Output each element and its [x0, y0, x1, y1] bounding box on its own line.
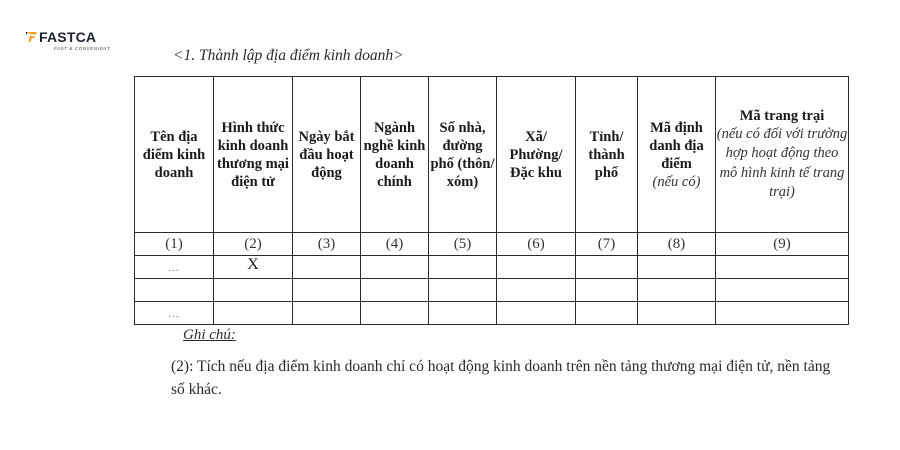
- col-number: (4): [361, 233, 429, 256]
- table-row: [135, 302, 849, 325]
- logo-brand: FASTCA: [39, 29, 97, 45]
- header-nganh-nghe: Ngành nghề kinh doanh chính: [361, 77, 429, 233]
- table-cell: [293, 302, 361, 325]
- col-number: (9): [716, 233, 849, 256]
- table-cell: [716, 256, 849, 279]
- table-cell: [497, 256, 576, 279]
- table-cell: [638, 279, 716, 302]
- column-number-row: [135, 233, 849, 256]
- table-cell: [576, 302, 638, 325]
- table-cell: [293, 279, 361, 302]
- table-cell: [429, 279, 497, 302]
- col-number: (3): [293, 233, 361, 256]
- col-number: (1): [135, 233, 214, 256]
- section-title: <1. Thành lập địa điểm kinh doanh>: [173, 47, 404, 64]
- table-cell: [214, 256, 293, 279]
- col-number: (2): [214, 233, 293, 256]
- table-cell: [361, 279, 429, 302]
- table-cell: [638, 256, 716, 279]
- table-cell: ...: [135, 302, 214, 325]
- fastca-logo: [24, 30, 124, 54]
- table-row: [135, 256, 849, 279]
- table-cell: [361, 302, 429, 325]
- col-number: (8): [638, 233, 716, 256]
- header-row: [135, 77, 849, 233]
- col-number: (7): [576, 233, 638, 256]
- table-cell: [293, 256, 361, 279]
- header-ma-trang-trai: Mã trang trại (nếu có đối với trường hợp hoạt động theo mô hình kinh tế trang trại): [716, 77, 849, 233]
- table-cell: [497, 279, 576, 302]
- col-number: (5): [429, 233, 497, 256]
- checkmark-x: X: [247, 256, 259, 273]
- table-cell: [497, 302, 576, 325]
- table-cell: [361, 256, 429, 279]
- header-hinh-thuc-tmdt: Hình thức kinh doanh thương mại điện tử: [214, 77, 293, 233]
- col-number: (6): [497, 233, 576, 256]
- table-cell: [716, 279, 849, 302]
- header-tinh-thanh-pho: Tỉnh/ thành phố: [576, 77, 638, 233]
- table-row: [135, 279, 849, 302]
- table-cell: [429, 302, 497, 325]
- header-ngay-bat-dau: Ngày bắt đầu hoạt động: [293, 77, 361, 233]
- table-cell: [576, 256, 638, 279]
- notes-text: (2): Tích nếu địa điểm kinh doanh chỉ có hoạt động kinh doanh trên nền tảng thương mại điện tử, nền tảng số khác.: [171, 358, 831, 398]
- table-cell: ...: [135, 256, 214, 279]
- header-xa-phuong: Xã/ Phường/ Đặc khu: [497, 77, 576, 233]
- business-location-table: [134, 76, 849, 325]
- table-cell: [214, 279, 293, 302]
- table-cell: [135, 279, 214, 302]
- notes-label: Ghi chú:: [183, 327, 236, 343]
- lightning-f-icon: [26, 31, 38, 43]
- header-ma-dinh-danh: Mã định danh địa điểm (nếu có): [638, 77, 716, 233]
- table-cell: [429, 256, 497, 279]
- table-cell: [576, 279, 638, 302]
- table-cell: [716, 302, 849, 325]
- logo-tagline: FAST & CONVENIENT: [54, 46, 111, 51]
- table-cell: [214, 302, 293, 325]
- header-so-nha-duong-pho: Số nhà, đường phố (thôn/ xóm): [429, 77, 497, 233]
- table-cell: [638, 302, 716, 325]
- header-ten-dia-diem: Tên địa điểm kinh doanh: [135, 77, 214, 233]
